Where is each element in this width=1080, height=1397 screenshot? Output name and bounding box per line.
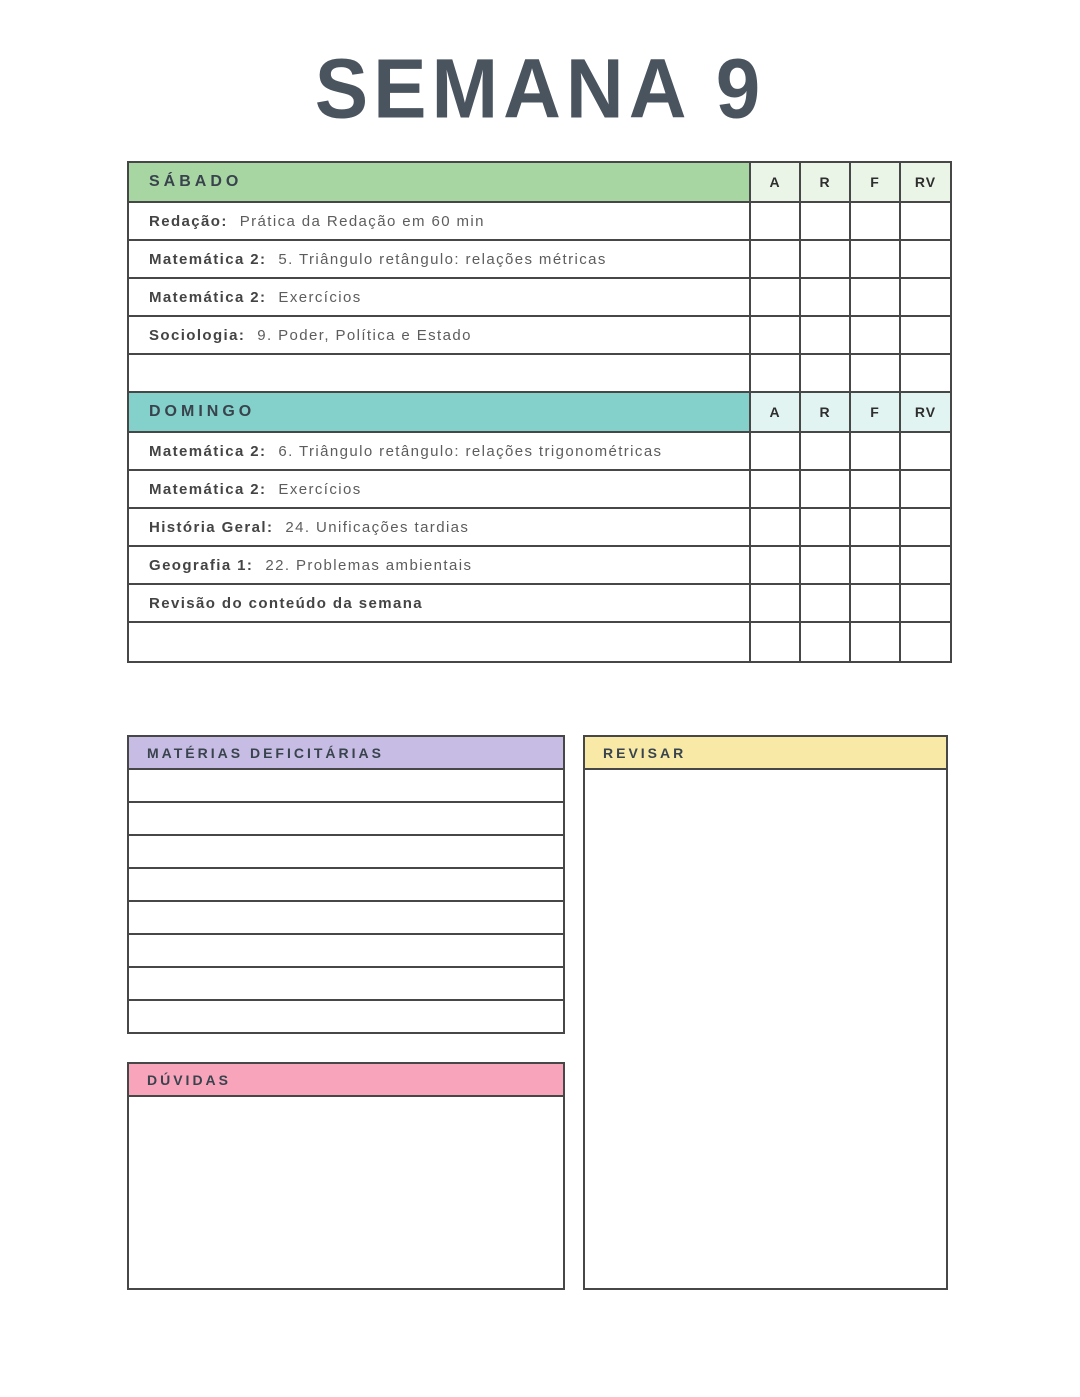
check-cell-f[interactable] <box>849 623 899 661</box>
check-cell-r[interactable] <box>799 317 849 353</box>
task-cell <box>129 279 749 315</box>
check-cell-a[interactable] <box>749 547 799 583</box>
task-subject: Matemática 2: <box>149 480 267 498</box>
task-subject: História Geral: <box>149 518 274 536</box>
task-cell <box>129 203 749 239</box>
task-content: 22. Problemas ambientais <box>265 556 473 574</box>
check-cell-a[interactable] <box>749 279 799 315</box>
task-subject: Revisão do conteúdo da semana <box>149 594 423 612</box>
schedule-row <box>129 471 950 509</box>
section-header-sabado <box>129 163 950 203</box>
check-cell-rv[interactable] <box>899 241 950 277</box>
revisar-header: REVISAR <box>585 737 946 770</box>
schedule-row-empty <box>129 623 950 661</box>
check-cell-r[interactable] <box>799 241 849 277</box>
check-cell-rv[interactable] <box>899 355 950 391</box>
check-cell-r[interactable] <box>799 585 849 621</box>
schedule-row <box>129 317 950 355</box>
check-col-header-f: F <box>849 163 899 201</box>
day-header-domingo: DOMINGO <box>129 393 749 431</box>
day-header-sabado: SÁBADO <box>129 163 749 201</box>
task-subject: Geografia 1: <box>149 556 254 574</box>
write-line[interactable] <box>129 803 563 836</box>
check-cell-f[interactable] <box>849 547 899 583</box>
check-cell-a[interactable] <box>749 355 799 391</box>
schedule-row <box>129 203 950 241</box>
check-cell-f[interactable] <box>849 355 899 391</box>
write-line[interactable] <box>129 836 563 869</box>
write-line[interactable] <box>129 1001 563 1034</box>
task-subject: Sociologia: <box>149 326 246 344</box>
check-cell-r[interactable] <box>799 471 849 507</box>
task-content: 6. Triângulo retângulo: relações trigonométricas <box>278 442 663 460</box>
section-header-domingo <box>129 393 950 433</box>
check-cell-f[interactable] <box>849 471 899 507</box>
materias-deficitarias-lines <box>129 770 563 1034</box>
task-content: Exercícios <box>278 288 362 306</box>
check-cell-rv[interactable] <box>899 317 950 353</box>
check-cell-rv[interactable] <box>899 623 950 661</box>
task-cell[interactable] <box>129 623 749 661</box>
task-cell[interactable] <box>129 355 749 391</box>
check-cell-a[interactable] <box>749 317 799 353</box>
check-cell-a[interactable] <box>749 509 799 545</box>
schedule-row <box>129 433 950 471</box>
check-col-header-r: R <box>799 163 849 201</box>
check-cell-r[interactable] <box>799 433 849 469</box>
check-cell-rv[interactable] <box>899 585 950 621</box>
check-cell-rv[interactable] <box>899 471 950 507</box>
check-cell-a[interactable] <box>749 241 799 277</box>
task-content: 24. Unificações tardias <box>285 518 470 536</box>
check-cell-rv[interactable] <box>899 433 950 469</box>
revisar-panel <box>583 735 948 1290</box>
check-cell-f[interactable] <box>849 241 899 277</box>
check-cell-r[interactable] <box>799 203 849 239</box>
check-col-header-a: A <box>749 393 799 431</box>
check-cell-f[interactable] <box>849 433 899 469</box>
task-cell <box>129 585 749 621</box>
check-cell-a[interactable] <box>749 471 799 507</box>
check-col-header-rv: RV <box>899 163 950 201</box>
check-cell-r[interactable] <box>799 547 849 583</box>
check-cell-rv[interactable] <box>899 279 950 315</box>
check-col-header-r: R <box>799 393 849 431</box>
check-cell-a[interactable] <box>749 203 799 239</box>
check-cell-r[interactable] <box>799 509 849 545</box>
schedule-row <box>129 509 950 547</box>
write-line[interactable] <box>129 869 563 902</box>
task-cell <box>129 509 749 545</box>
check-cell-f[interactable] <box>849 317 899 353</box>
materias-deficitarias-header: MATÉRIAS DEFICITÁRIAS <box>129 737 563 770</box>
check-cell-f[interactable] <box>849 279 899 315</box>
check-cell-a[interactable] <box>749 623 799 661</box>
check-cell-rv[interactable] <box>899 547 950 583</box>
task-content: 5. Triângulo retângulo: relações métricas <box>278 250 607 268</box>
schedule-row <box>129 547 950 585</box>
schedule-row-empty <box>129 355 950 393</box>
check-cell-r[interactable] <box>799 623 849 661</box>
schedule-row <box>129 585 950 623</box>
duvidas-panel <box>127 1062 565 1290</box>
task-subject: Matemática 2: <box>149 442 267 460</box>
write-line[interactable] <box>129 902 563 935</box>
check-cell-a[interactable] <box>749 585 799 621</box>
task-cell <box>129 433 749 469</box>
check-col-header-rv: RV <box>899 393 950 431</box>
schedule-table <box>127 161 952 663</box>
check-cell-f[interactable] <box>849 509 899 545</box>
materias-deficitarias-panel <box>127 735 565 1034</box>
check-cell-f[interactable] <box>849 585 899 621</box>
task-subject: Matemática 2: <box>149 250 267 268</box>
task-subject: Redação: <box>149 212 228 230</box>
task-content: 9. Poder, Política e Estado <box>257 326 472 344</box>
check-cell-f[interactable] <box>849 203 899 239</box>
task-subject: Matemática 2: <box>149 288 267 306</box>
check-cell-r[interactable] <box>799 279 849 315</box>
check-cell-rv[interactable] <box>899 509 950 545</box>
check-cell-a[interactable] <box>749 433 799 469</box>
task-cell <box>129 317 749 353</box>
page-title: SEMANA 9 <box>314 41 766 136</box>
schedule-row <box>129 241 950 279</box>
task-cell <box>129 471 749 507</box>
duvidas-header: DÚVIDAS <box>129 1064 563 1097</box>
check-cell-r[interactable] <box>799 355 849 391</box>
write-line[interactable] <box>129 968 563 1001</box>
write-line[interactable] <box>129 770 563 803</box>
task-cell <box>129 547 749 583</box>
task-cell <box>129 241 749 277</box>
task-content: Prática da Redação em 60 min <box>239 212 485 230</box>
task-content: Exercícios <box>278 480 362 498</box>
check-cell-rv[interactable] <box>899 203 950 239</box>
write-line[interactable] <box>129 935 563 968</box>
schedule-row <box>129 279 950 317</box>
check-col-header-a: A <box>749 163 799 201</box>
check-col-header-f: F <box>849 393 899 431</box>
